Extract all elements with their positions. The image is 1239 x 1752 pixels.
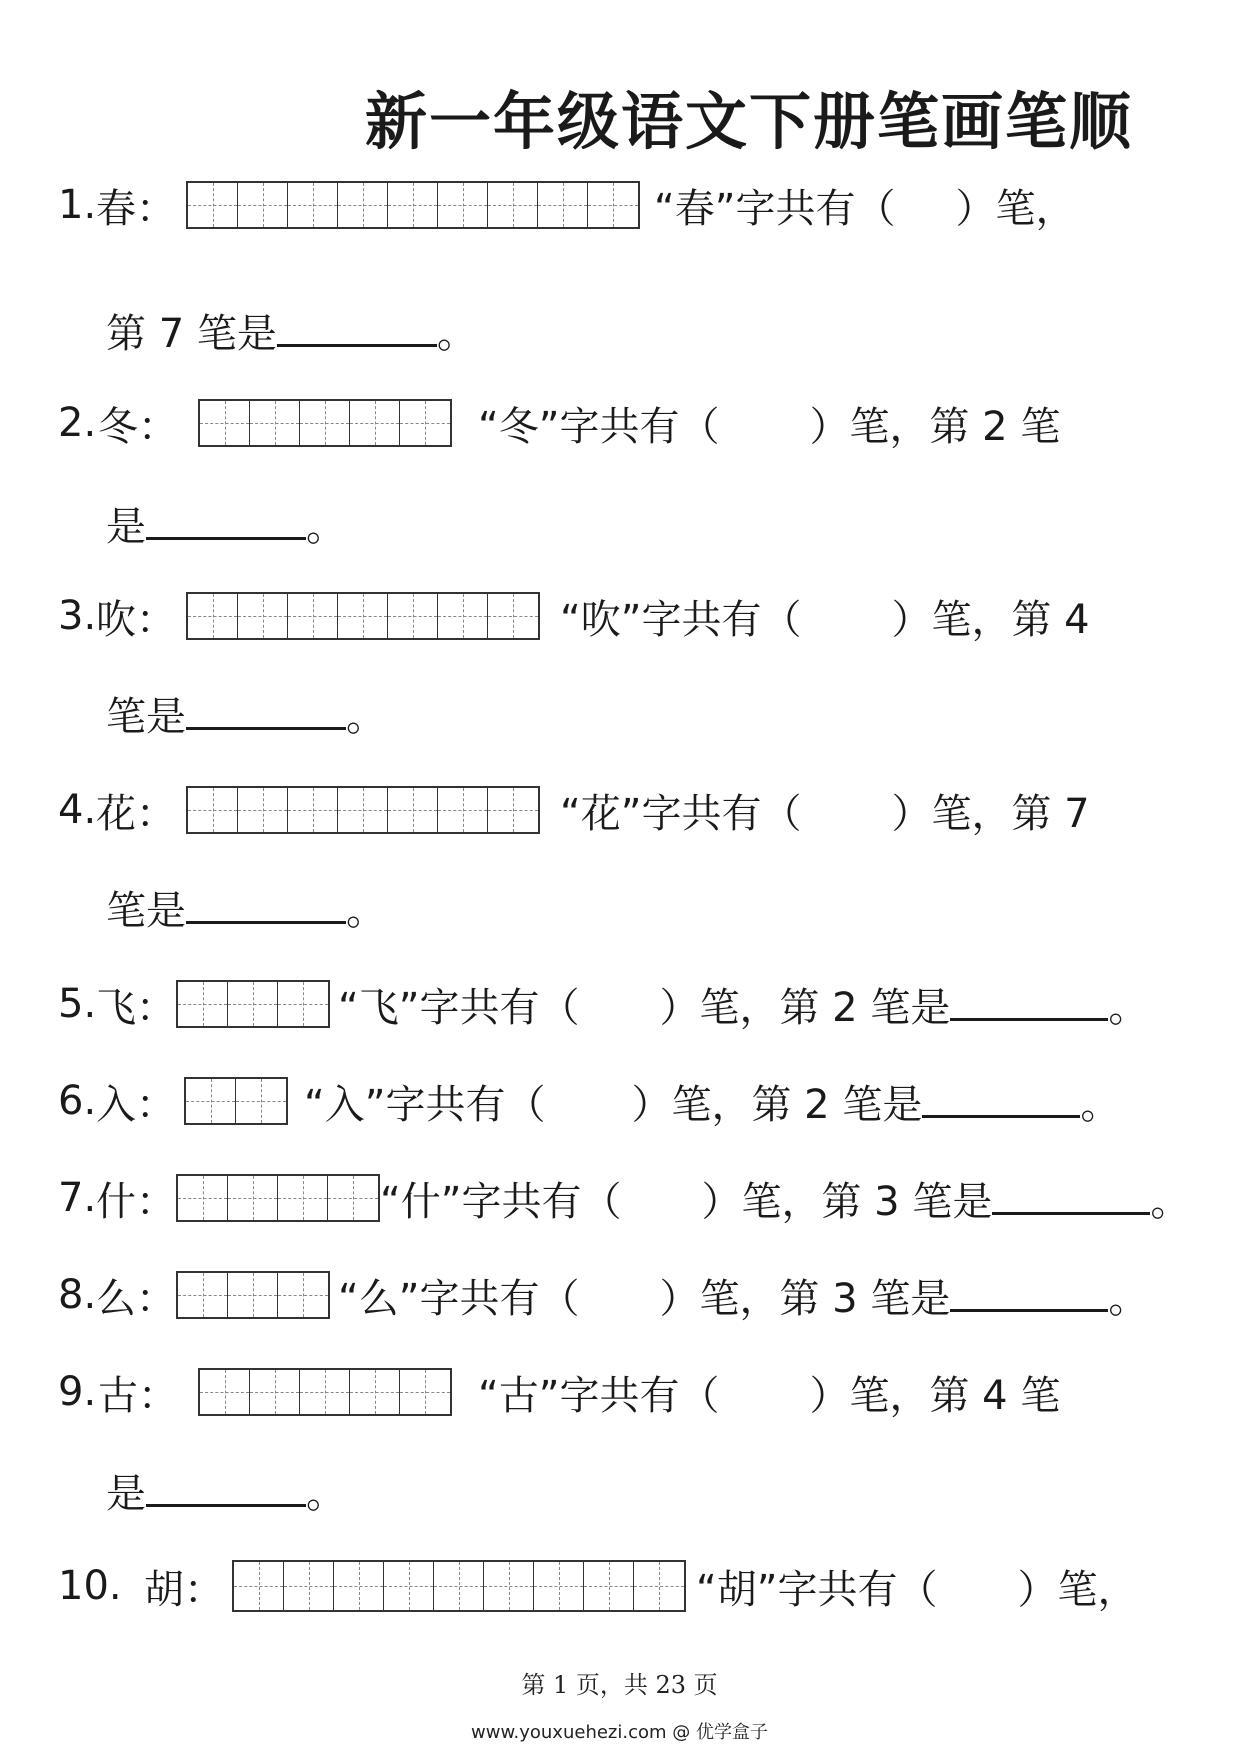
question-text: “花”字共有（ (560, 790, 802, 837)
question-text: “吹”字共有（ (560, 596, 802, 643)
period: 。 (306, 1470, 346, 1517)
answer-blank[interactable] (950, 988, 1108, 1021)
question-text: “么”字共有（ (338, 1275, 580, 1322)
stroke-grid[interactable] (198, 399, 452, 447)
answer-blank[interactable] (146, 507, 306, 540)
question-5 (58, 974, 1239, 1034)
period: 。 (436, 310, 477, 357)
question-text: “什”字共有（ (380, 1178, 622, 1225)
question-text: 笔是 (106, 693, 186, 740)
question-4-line2 (106, 877, 1239, 937)
question-number: 8. (58, 1272, 97, 1318)
question-text-close: ）笔，第 4 笔 (809, 1372, 1061, 1419)
answer-blank[interactable] (992, 1182, 1150, 1215)
question-char: 什： (96, 1178, 176, 1225)
stroke-grid[interactable] (186, 181, 640, 229)
question-text: 笔是 (106, 887, 186, 934)
question-text-close: ）笔， (955, 185, 1076, 232)
question-text-close: ）笔，第 2 笔是 (659, 984, 951, 1031)
question-text-close: ）笔，第 3 笔是 (701, 1178, 993, 1225)
question-number: 9. (58, 1369, 97, 1415)
question-7 (58, 1168, 1239, 1228)
period: 。 (306, 503, 346, 550)
question-6 (58, 1071, 1239, 1131)
question-text-close: ）笔，第 4 (891, 596, 1090, 643)
answer-blank[interactable] (277, 314, 437, 347)
question-3 (58, 586, 1239, 646)
question-char: 飞： (96, 984, 176, 1031)
question-char: 胡： (144, 1566, 224, 1613)
period: 。 (1080, 1081, 1121, 1128)
question-number: 4. (58, 787, 97, 833)
question-text: 是 (106, 1470, 146, 1517)
question-char: 古： (98, 1372, 178, 1419)
period: 。 (1108, 1275, 1149, 1322)
answer-blank[interactable] (146, 1474, 306, 1507)
stroke-grid[interactable] (184, 1077, 288, 1125)
stroke-grid[interactable] (176, 980, 330, 1028)
question-text: “入”字共有（ (304, 1081, 546, 1128)
question-char: 吹： (96, 596, 176, 643)
question-8 (58, 1265, 1239, 1325)
stroke-grid[interactable] (186, 786, 540, 834)
question-3-line2 (106, 683, 1239, 743)
question-number: 10. (58, 1563, 122, 1609)
question-1-line2 (106, 300, 1239, 360)
question-text-close: ）笔，第 3 笔是 (659, 1275, 951, 1322)
question-text: “冬”字共有（ (478, 403, 720, 450)
question-text: “春”字共有（ (654, 185, 896, 232)
question-number: 5. (58, 981, 97, 1027)
question-number: 1. (58, 182, 97, 228)
question-number: 3. (58, 593, 97, 639)
question-text-close: ）笔，第 7 (891, 790, 1090, 837)
question-2-line2 (106, 493, 1239, 553)
page-number: 第 1 页，共 23 页 (521, 1671, 718, 1699)
question-text-close: ）笔， (1017, 1566, 1138, 1613)
question-number: 6. (58, 1078, 97, 1124)
question-text-close: ）笔，第 2 笔是 (631, 1081, 923, 1128)
question-char: 花： (96, 790, 176, 837)
question-10 (58, 1556, 1239, 1616)
question-char: 春： (96, 185, 176, 232)
question-text: “飞”字共有（ (338, 984, 580, 1031)
period: 。 (1150, 1178, 1191, 1225)
question-text: “胡”字共有（ (696, 1566, 938, 1613)
question-char: 冬： (98, 403, 178, 450)
question-9-line2 (106, 1460, 1239, 1520)
answer-blank[interactable] (950, 1279, 1108, 1312)
period: 。 (346, 887, 386, 934)
question-char: 么： (96, 1275, 176, 1322)
question-text: 是 (106, 503, 146, 550)
question-text-close: ）笔，第 2 笔 (809, 403, 1061, 450)
answer-blank[interactable] (186, 697, 346, 730)
site-watermark: www.youxuehezi.com @ 优学盒子 (471, 1722, 768, 1743)
stroke-grid[interactable] (198, 1368, 452, 1416)
stroke-grid[interactable] (176, 1271, 330, 1319)
period: 。 (1108, 984, 1149, 1031)
question-9 (58, 1362, 1239, 1422)
answer-blank[interactable] (922, 1085, 1080, 1118)
period: 。 (346, 693, 386, 740)
stroke-grid[interactable] (186, 592, 540, 640)
question-2 (58, 393, 1239, 453)
question-text: “古”字共有（ (478, 1372, 720, 1419)
question-4 (58, 780, 1239, 840)
question-number: 7. (58, 1175, 97, 1221)
question-number: 2. (58, 400, 97, 446)
stroke-grid[interactable] (232, 1560, 686, 1612)
stroke-grid[interactable] (176, 1174, 380, 1222)
answer-blank[interactable] (186, 891, 346, 924)
page-title: 新一年级语文下册笔画笔顺 (365, 85, 1134, 158)
question-text: 第 7 笔是 (106, 310, 277, 357)
question-char: 入： (96, 1081, 176, 1128)
question-1 (58, 175, 1239, 235)
